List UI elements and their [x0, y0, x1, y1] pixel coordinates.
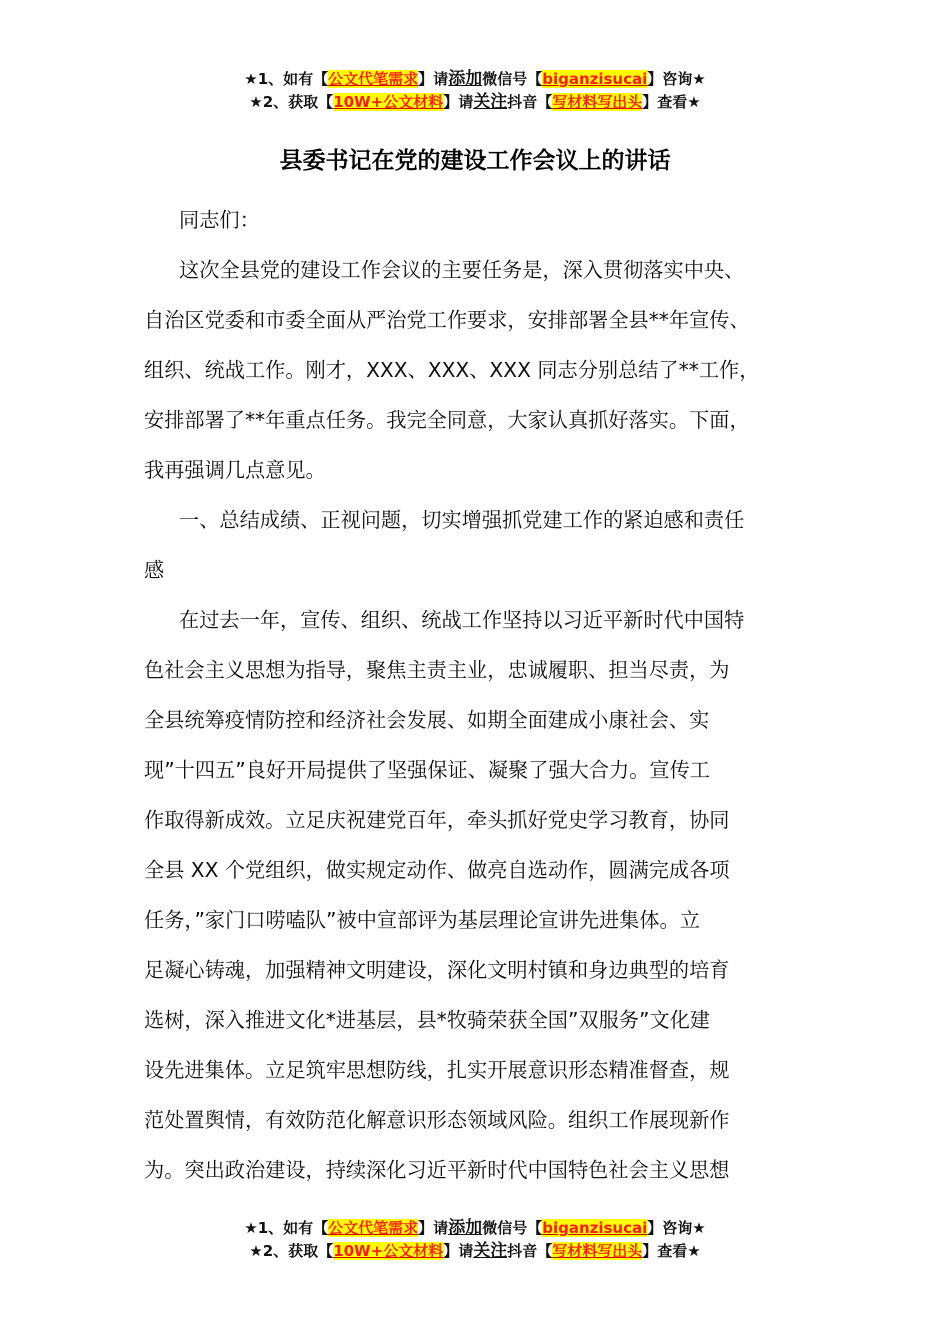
highlight-service: 公文代笔需求: [328, 1219, 419, 1237]
promo-text: 抖音【: [507, 1242, 553, 1260]
highlight-materials: 10W+公文材料: [333, 1242, 444, 1260]
highlight-materials: 10W+公文材料: [333, 93, 444, 111]
promo-line-1: [0, 68, 950, 91]
promo-banner-bottom: [0, 1217, 950, 1263]
highlight-douyin-id: 写材料写出头: [552, 93, 643, 111]
promo-text: 】请: [418, 70, 449, 88]
promo-text: 】查看★: [642, 93, 701, 111]
body-line: 设先进集体。立足筑牢思想防线，扎实开展意识形态精准督查，规: [144, 1058, 730, 1082]
promo-text: 】咨询★: [647, 1219, 706, 1237]
promo-text: 微信号【: [482, 70, 543, 88]
body-line: 范处置舆情，有效防范化解意识形态领域风险。组织工作展现新作: [144, 1108, 730, 1132]
promo-text: ★1、如有【: [244, 70, 329, 88]
promo-banner-top: [0, 68, 950, 114]
promo-text: 】咨询★: [647, 70, 706, 88]
body-line: 选树，深入推进文化*进基层，县*牧骑荣获全国”双服务”文化建: [144, 1008, 710, 1032]
highlight-service: 公文代笔需求: [328, 70, 419, 88]
promo-line-2: [0, 1240, 950, 1263]
highlight-douyin-id: 写材料写出头: [552, 1242, 643, 1260]
promo-text: ★2、获取【: [249, 93, 334, 111]
promo-text: 】请: [443, 1242, 474, 1260]
body-line: 我再强调几点意见。: [144, 458, 326, 482]
body-line: 这次全县党的建设工作会议的主要任务是，深入贯彻落实中央、: [179, 258, 745, 282]
underlined-follow: 关注: [473, 1241, 508, 1261]
body-line: 为。突出政治建设，持续深化习近平新时代中国特色社会主义思想: [144, 1158, 730, 1182]
body-line: 任务，”家门口唠嗑队”被中宣部评为基层理论宣讲先进集体。立: [144, 908, 700, 932]
body-line: 组织、统战工作。刚才，XXX、XXX、XXX 同志分别总结了**工作，: [144, 358, 760, 382]
body-line: 安排部署了**年重点任务。我完全同意，大家认真抓好落实。下面，: [144, 408, 750, 432]
section-heading: 感: [144, 558, 165, 582]
promo-text: ★1、如有【: [244, 1219, 329, 1237]
promo-text: 】请: [418, 1219, 449, 1237]
section-heading: 一、总结成绩、正视问题，切实增强抓党建工作的紧迫感和责任: [179, 508, 745, 532]
promo-line-1: [0, 1217, 950, 1240]
highlight-wechat-id: biganzisucai: [542, 70, 648, 88]
promo-text: 】查看★: [642, 1242, 701, 1260]
body-line: 全县 XX 个党组织，做实规定动作、做亮自选动作，圆满完成各项: [144, 858, 730, 882]
body-line: 全县统筹疫情防控和经济社会发展、如期全面建成小康社会、实: [144, 708, 710, 732]
highlight-wechat-id: biganzisucai: [542, 1219, 648, 1237]
body-line: 作取得新成效。立足庆祝建党百年，牵头抓好党史学习教育，协同: [144, 808, 730, 832]
promo-text: 微信号【: [482, 1219, 543, 1237]
body-line: 色社会主义思想为指导，聚焦主责主业，忠诚履职、担当尽责，为: [144, 658, 730, 682]
promo-text: 抖音【: [507, 93, 553, 111]
salutation: 同志们：: [179, 208, 260, 232]
document-body: [144, 200, 826, 1200]
promo-text: 】请: [443, 93, 474, 111]
promo-line-2: [0, 91, 950, 114]
body-line: 足凝心铸魂，加强精神文明建设，深化文明村镇和身边典型的培育: [144, 958, 730, 982]
underlined-follow: 关注: [473, 92, 508, 112]
underlined-add: 添加: [448, 69, 483, 89]
underlined-add: 添加: [448, 1218, 483, 1238]
body-line: 自治区党委和市委全面从严治党工作要求，安排部署全县**年宣传、: [144, 308, 750, 332]
body-line: 在过去一年，宣传、组织、统战工作坚持以习近平新时代中国特: [179, 608, 745, 632]
document-title: 县委书记在党的建设工作会议上的讲话: [279, 148, 671, 174]
body-line: 现”十四五”良好开局提供了坚强保证、凝聚了强大合力。宣传工: [144, 758, 710, 782]
promo-text: ★2、获取【: [249, 1242, 334, 1260]
